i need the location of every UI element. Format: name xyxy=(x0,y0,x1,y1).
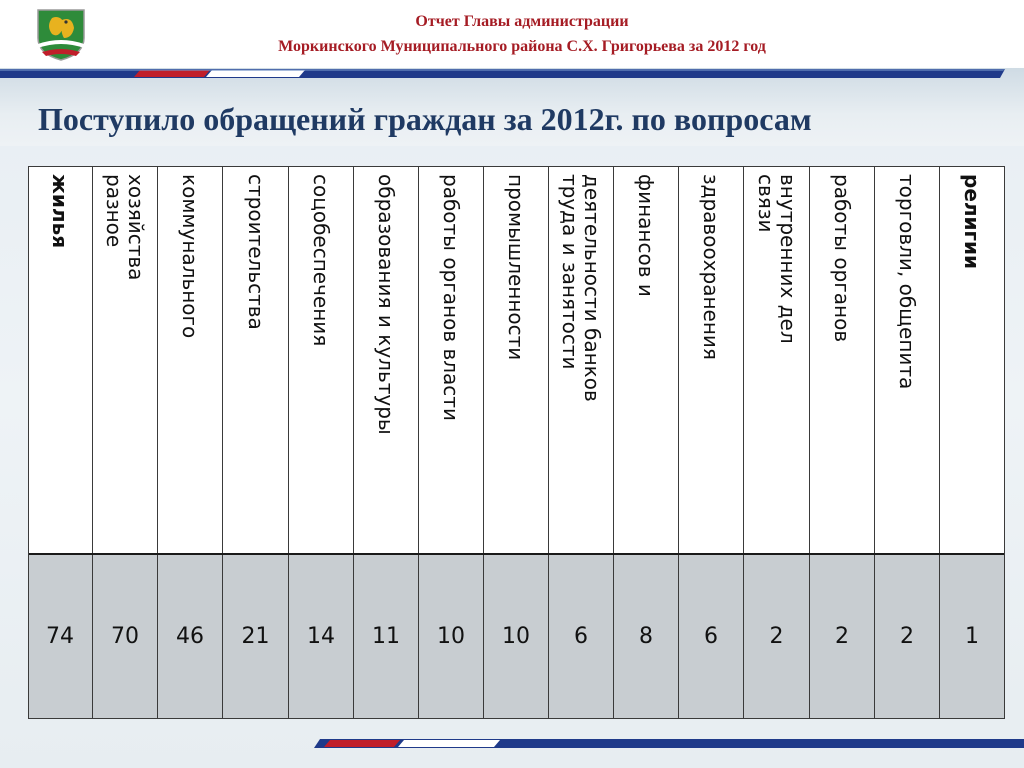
table-value-cell: 10 xyxy=(484,554,549,719)
table-header-cell xyxy=(810,166,875,553)
table-value-cell: 70 xyxy=(93,554,158,719)
table-header-cell xyxy=(549,166,614,553)
table-header-label xyxy=(179,174,201,338)
table-header-cell xyxy=(158,166,223,553)
table-value-cell: 6 xyxy=(549,554,614,719)
table-header-label-line: здравоохранения xyxy=(699,174,723,360)
table-header-label xyxy=(559,174,603,402)
table-header-label xyxy=(755,174,799,344)
table-row-divider xyxy=(28,553,1005,555)
table-header-cell xyxy=(223,166,289,553)
table-value-cell: 46 xyxy=(158,554,223,719)
table-header-label xyxy=(831,174,853,342)
table-value-cell: 2 xyxy=(875,554,940,719)
table-header-label-line: работы органов xyxy=(830,174,854,343)
table-header-label-line: религии xyxy=(960,174,984,270)
table-header-label-line: соцобеспечения xyxy=(309,174,333,347)
table-header-label xyxy=(896,174,918,389)
table-header-label xyxy=(310,174,332,346)
table-value-cell: 21 xyxy=(223,554,289,719)
table-header-label xyxy=(961,174,983,269)
table-header-cell xyxy=(744,166,810,553)
table-header-cell xyxy=(28,166,93,553)
table-header-label-line: труда и занятости xyxy=(558,174,582,370)
table-header-label-line: разное xyxy=(102,174,126,248)
table-header-label-line: хозяйства xyxy=(124,174,148,281)
table-header-label-line: связи xyxy=(753,174,778,233)
table-value-cell: 10 xyxy=(419,554,484,719)
table-header-label xyxy=(375,174,397,435)
slide-title: Поступило обращений граждан за 2012г. по вопросам xyxy=(38,101,812,137)
appeals-table xyxy=(28,166,1005,719)
table-value-cell: 2 xyxy=(744,554,810,719)
report-header-line-1: Отчет Главы администрации xyxy=(415,13,629,30)
table-header-cell xyxy=(614,166,679,553)
table-header-label-line: внутренних дел xyxy=(775,174,800,344)
table-header-cell xyxy=(940,166,1005,553)
table-header-cell xyxy=(419,166,484,553)
table-header-label-line: строительства xyxy=(243,174,268,330)
table-header-label xyxy=(49,174,71,248)
report-header-line-2: Моркинского Муниципального района С.Х. Григорьева за 2012 год xyxy=(278,38,766,55)
table-header-label xyxy=(440,174,462,421)
table-header-label-line: финансов и xyxy=(634,174,658,297)
top-stripe-decoration xyxy=(0,66,1024,80)
table-header-label-line: образования и культуры xyxy=(374,174,398,435)
table-header-cell xyxy=(93,166,158,553)
table-header-label-line: коммунального xyxy=(178,174,202,339)
table-value-cell: 8 xyxy=(614,554,679,719)
table-value-cell: 74 xyxy=(28,554,93,719)
table-header-cell xyxy=(484,166,549,553)
table-header-label-line: торговли, общепита xyxy=(895,174,919,390)
table-header-cell xyxy=(289,166,354,553)
table-header-label xyxy=(245,174,267,330)
table-header-label-line: жилья xyxy=(48,174,72,249)
table-header-label xyxy=(635,174,657,297)
table-header-cell xyxy=(875,166,940,553)
table-header-label-line: промышленности xyxy=(504,174,528,361)
table-value-cell: 6 xyxy=(679,554,744,719)
table-header-label xyxy=(103,174,147,280)
table-header-label-line: работы органов власти xyxy=(439,174,463,421)
table-header-cell xyxy=(679,166,744,553)
table-header-cell xyxy=(354,166,419,553)
table-header-label xyxy=(505,174,527,360)
table-value-cell: 1 xyxy=(940,554,1005,719)
table-header-label xyxy=(700,174,722,360)
table-header-label-line: деятельности банков xyxy=(580,174,604,402)
table-value-cell: 2 xyxy=(810,554,875,719)
table-value-cell: 11 xyxy=(354,554,419,719)
bottom-stripe-decoration xyxy=(300,736,1024,750)
table-value-cell: 14 xyxy=(289,554,354,719)
